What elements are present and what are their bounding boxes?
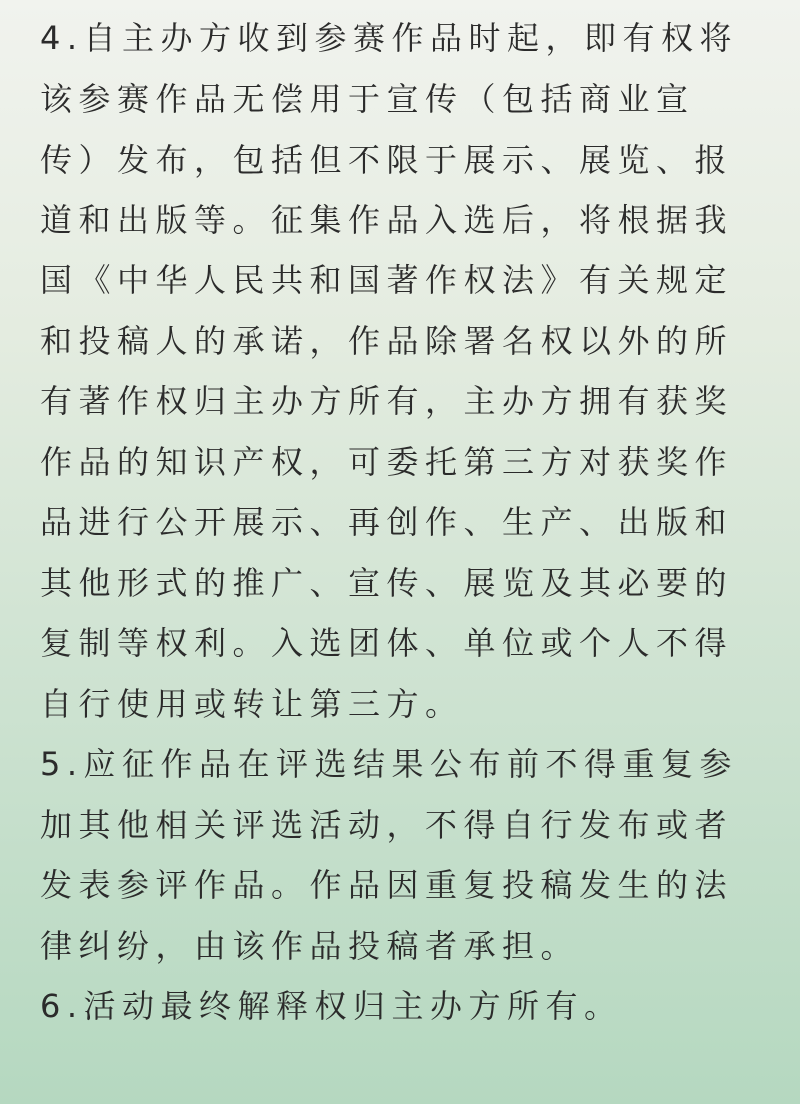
rule-4-line-11: 复制等权利。入选团体、单位或个人不得 (40, 624, 734, 662)
rule-4-line-1: 4.自主办方收到参赛作品时起，即有权将 (40, 19, 739, 57)
rule-4-line-6: 和投稿人的承诺，作品除署名权以外的所 (40, 322, 734, 360)
rule-4-line-9: 品进行公开展示、再创作、生产、出版和 (40, 503, 734, 541)
rule-4-line-2: 该参赛作品无偿用于宣传（包括商业宣 (40, 80, 695, 118)
rule-5-line-3: 发表参评作品。作品因重复投稿发生的法 (40, 866, 734, 904)
rule-4-line-3: 传）发布，包括但不限于展示、展览、报 (40, 141, 734, 179)
rule-4-line-10: 其他形式的推广、宣传、展览及其必要的 (40, 564, 734, 602)
rule-5-line-1: 5.应征作品在评选结果公布前不得重复参 (40, 745, 739, 783)
rule-4-line-8: 作品的知识产权，可委托第三方对获奖作 (40, 443, 734, 481)
rule-5-line-2: 加其他相关评选活动，不得自行发布或者 (40, 806, 734, 844)
rule-4-line-5: 国《中华人民共和国著作权法》有关规定 (40, 261, 734, 299)
rule-4-line-4: 道和出版等。征集作品入选后，将根据我 (40, 201, 734, 239)
rule-4-line-7: 有著作权归主办方所有，主办方拥有获奖 (40, 382, 734, 420)
rule-5-line-4: 律纠纷，由该作品投稿者承担。 (40, 927, 580, 965)
rule-6-line-1: 6.活动最终解释权归主办方所有。 (40, 987, 623, 1025)
rule-4-line-12: 自行使用或转让第三方。 (40, 685, 464, 723)
